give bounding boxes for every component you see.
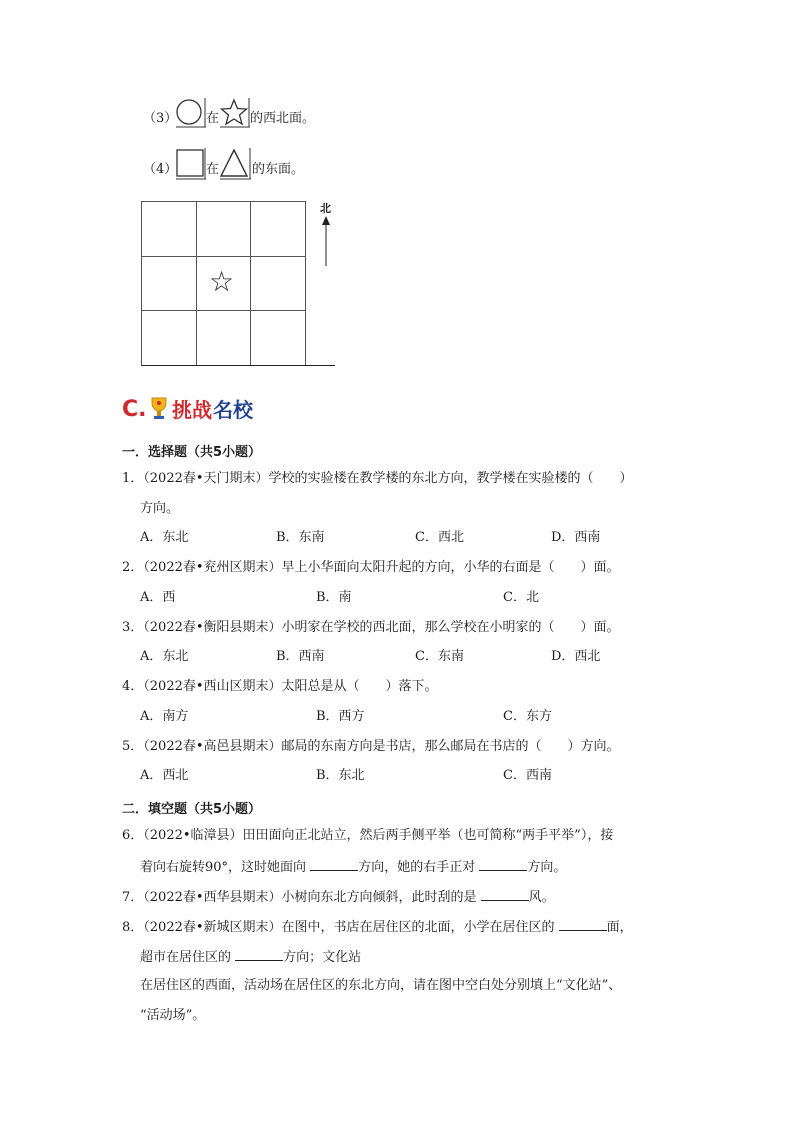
q8-blank-2[interactable] [235, 948, 283, 961]
q4-option-c[interactable]: C．东方 [503, 709, 552, 724]
q1-option-d[interactable]: D．西南 [551, 530, 601, 545]
q2-option-b[interactable]: B．南 [316, 590, 352, 605]
q1-option-b[interactable]: B．东南 [276, 530, 325, 545]
q6-line2: 着向右旋转90°，这时她面向 方向，她的右手正对 方向。 [140, 860, 567, 875]
q1-option-c[interactable]: C．西北 [415, 530, 464, 545]
q3-option-a[interactable]: A．东北 [140, 649, 189, 664]
q7-line: 7．（2022春•西华县期末）小树向东北方向倾斜，此时刮的是 风。 [122, 890, 555, 905]
banner-title-part1: 挑战 [172, 398, 212, 422]
q4-option-b[interactable]: B．西方 [316, 709, 365, 724]
question-4-suffix: 的东面。 [252, 162, 305, 177]
q1-text-cont: 方向。 [140, 501, 180, 516]
section2-heading: 二．填空题（共5小题） [122, 802, 262, 817]
banner-letter: C. [122, 397, 147, 422]
triangle-shape-icon [219, 147, 253, 181]
question-4-number: （4） [143, 162, 178, 177]
center-star-icon: ☆ [209, 265, 235, 298]
q8-line1: 8．（2022春•新城区期末）在图中，书店在居住区的北面，小学在居住区的 面， [122, 920, 633, 935]
q8-line3: 在居住区的西面，活动场在居住区的东北方向，请在图中空白处分别填上“文化站”、 [140, 978, 622, 993]
question-4-connector: 在 [206, 162, 220, 177]
q3-text: 3．（2022春•衡阳县期末）小明家在学校的西北面，那么学校在小明家的（ ）面。 [122, 620, 620, 635]
q2-option-a[interactable]: A．西 [140, 590, 176, 605]
circle-shape-icon [175, 97, 207, 129]
q6-blank-2[interactable] [479, 858, 527, 871]
q3-option-c[interactable]: C．东南 [415, 649, 464, 664]
q7-blank[interactable] [481, 888, 529, 901]
section1-heading: 一．选择题（共5小题） [122, 445, 262, 460]
q2-option-c[interactable]: C．北 [503, 590, 539, 605]
question-3-suffix: 的西北面。 [250, 111, 316, 126]
q5-option-b[interactable]: B．东北 [316, 768, 365, 783]
q6-line1: 6．（2022•临漳县）田田面向正北站立，然后两手侧平举（也可简称“两手平举”），接 [122, 828, 614, 843]
north-label: 北 [320, 202, 331, 215]
q4-text: 4．（2022春•西山区期末）太阳总是从（ ）落下。 [122, 679, 438, 694]
q3-option-b[interactable]: B．西南 [276, 649, 325, 664]
q5-option-c[interactable]: C．西南 [503, 768, 552, 783]
q5-option-a[interactable]: A．西北 [140, 768, 189, 783]
banner-title-part2: 名校 [213, 398, 253, 422]
question-3-connector: 在 [206, 111, 220, 126]
trophy-icon [148, 394, 170, 422]
square-shape-icon [175, 147, 207, 181]
q8-line4: “活动场”。 [140, 1008, 206, 1023]
q1-text: 1．（2022春•天门期末）学校的实验楼在教学楼的东北方向，教学楼在实验楼的（ ） [122, 471, 633, 486]
q8-blank-1[interactable] [559, 918, 607, 931]
q5-text: 5．（2022春•高邑县期末）邮局的东南方向是书店，那么邮局在书店的（ ）方向。 [122, 739, 620, 754]
q8-line2: 超市在居住区的 方向；文化站 [140, 950, 362, 965]
q4-option-a[interactable]: A．南方 [140, 709, 189, 724]
q3-option-d[interactable]: D．西北 [551, 649, 601, 664]
north-arrow-icon [320, 216, 332, 268]
q1-option-a[interactable]: A．东北 [140, 530, 189, 545]
star-shape-icon [219, 97, 251, 129]
q6-blank-1[interactable] [310, 858, 358, 871]
question-3-number: （3） [143, 111, 178, 126]
q2-text: 2．（2022春•兖州区期末）早上小华面向太阳升起的方向，小华的右面是（ ）面。 [122, 560, 620, 575]
